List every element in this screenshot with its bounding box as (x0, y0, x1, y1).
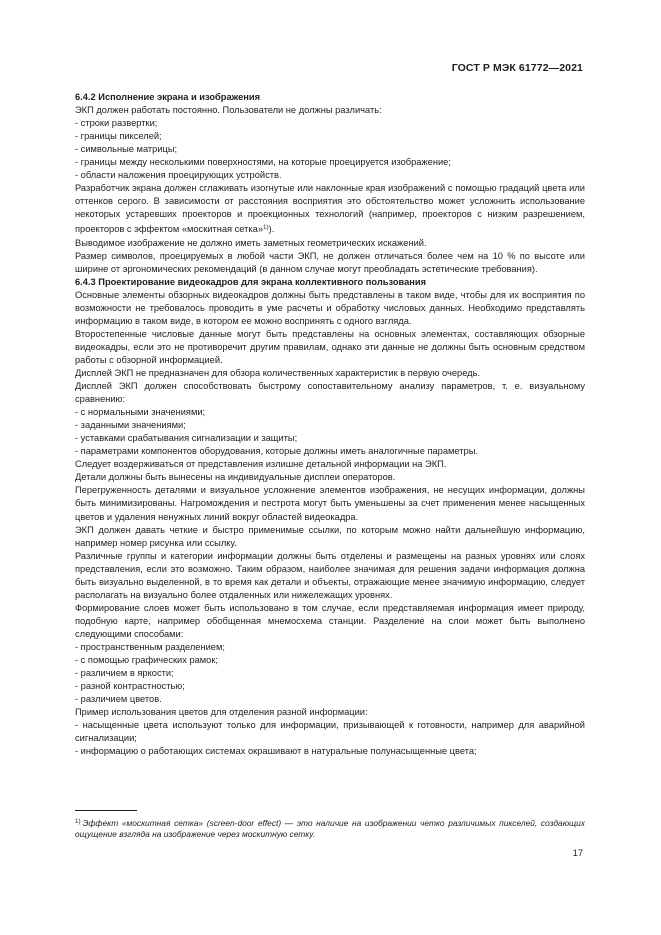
list-item: - символьные матрицы; (75, 144, 178, 155)
footnote-reference: 1) (263, 224, 269, 232)
list-item: - уставками срабатывания сигнализации и защиты; (75, 433, 298, 444)
list-item: - строки развертки; (75, 118, 158, 129)
paragraph: Размер символов, проецируемых в любой части ЭКП, не должен отличаться более чем на 10 % по высоте или ширине от эргономических рекомендаций (в данном случае могут преобладать эстетические требования). (75, 250, 585, 274)
list-item: - информацию о работающих системах окрашивают в натуральные полунасыщенные цвета; (75, 746, 477, 757)
footnote-mark: 1) (75, 818, 81, 825)
list-item: - насыщенные цвета используют только для информации, призывающей к готовности, например для аварийной сигнализации; (75, 720, 585, 744)
list-item: - пространственным разделением; (75, 641, 225, 652)
list-item: - области наложения проецирующих устройств. (75, 170, 282, 181)
document-header-id: ГОСТ Р МЭК 61772—2021 (451, 62, 583, 74)
footnote (75, 816, 585, 840)
footnote-divider (75, 810, 137, 811)
list-item: - заданными значениями; (75, 420, 186, 431)
paragraph: ЭКП должен давать четкие и быстро применимые ссылки, по которым можно найти дальнейшую информацию, например номер рисунка или ссылку. (75, 524, 585, 548)
list-item: - границы пикселей; (75, 131, 162, 142)
paragraph: Пример использования цветов для отделения разной информации: (75, 707, 368, 718)
page-number: 17 (572, 848, 583, 858)
paragraph: Основные элементы обзорных видеокадров должны быть представлены в таком виде, чтобы для их восприятия по возможности не требовалось проводить в уме расчеты и обработку числовых данных. Необходимо представлять информацию в таком виде, в котором ее можно воспринять с одного взгляда. (75, 289, 585, 326)
paragraph: Детали должны быть вынесены на индивидуальные дисплеи операторов. (75, 472, 396, 483)
paragraph-text: Разработчик экрана должен сглаживать изогнутые или наклонные края изображений с помощью градаций цвета или оттенков серого. В зависимости от расстояния восприятия это обстоятельство может усложнить использование некоторых устаревших проекторов и проекционных технологий (например, проекторов с низким разрешением, проекторов с эффектом «москитная сетка» (75, 183, 585, 235)
paragraph: Формирование слоев может быть использовано в том случае, если представляемая информация имеет природу, подобную карте, например обобщенная мнемосхема станции. Разделение на слои может быть выполнено следующими способами: (75, 602, 585, 639)
paragraph: ЭКП должен работать постоянно. Пользователи не должны различать: (75, 105, 382, 116)
footnote-text: Эффект «москитная сетка» (screen-door effect) — это наличие на изображении четко различимых пикселей, создающих ощущение взгляда на изображение через москитную сетку. (75, 818, 585, 840)
list-item: - параметрами компонентов оборудования, которые должны иметь аналогичные параметры. (75, 446, 478, 457)
paragraph: Различные группы и категории информации должны быть отделены и размещены на разных уровнях или слоях представления, если это возможно. Таким образом, наиболее значимая для решения задачи информация должна быть визуально выделенной, в то время как детали и объекты, отражающие менее значимую информацию, следует располагать на визуально более отдаленных или нижележащих уровнях. (75, 550, 585, 600)
list-item: - границы между несколькими поверхностями, на которые проецируется изображение; (75, 157, 451, 168)
paragraph: Дисплей ЭКП должен способствовать быстрому сопоставительному анализу параметров, т. е. визуальному сравнению: (75, 381, 585, 405)
list-item: - с помощью графических рамок; (75, 655, 219, 666)
section-heading: 6.4.3 Проектирование видеокадров для экрана коллективного пользования (75, 276, 427, 287)
list-item: - различием в яркости; (75, 668, 174, 679)
list-item: - разной контрастностью; (75, 681, 185, 692)
paragraph: Следует воздерживаться от представления излишне детальной информации на ЭКП. (75, 459, 447, 470)
paragraph: Выводимое изображение не должно иметь заметных геометрических искажений. (75, 237, 427, 248)
document-body (75, 91, 585, 758)
paragraph: Дисплей ЭКП не предназначен для обзора количественных характеристик в первую очередь. (75, 367, 481, 378)
paragraph-text-end: ). (268, 224, 275, 235)
paragraph (75, 182, 585, 236)
list-item: - с нормальными значениями; (75, 407, 206, 418)
paragraph: Перегруженность деталями и визуальное усложнение элементов изображения, не несущих информации, должны быть минимизированы. Нагромождения и пестрота могут быть уменьшены за счет применения менее насыщенных цветов и удаления ненужных линий вокруг областей видеокадра. (75, 485, 585, 522)
paragraph: Второстепенные числовые данные могут быть представлены на основных элементах, составляющих обзорные видеокадры, если это не противоречит другим правилам, однако эти данные не должны быть основным средством работы с обзорной информацией. (75, 328, 585, 365)
section-heading: 6.4.2 Исполнение экрана и изображения (75, 92, 261, 102)
list-item: - различием цветов. (75, 694, 162, 705)
